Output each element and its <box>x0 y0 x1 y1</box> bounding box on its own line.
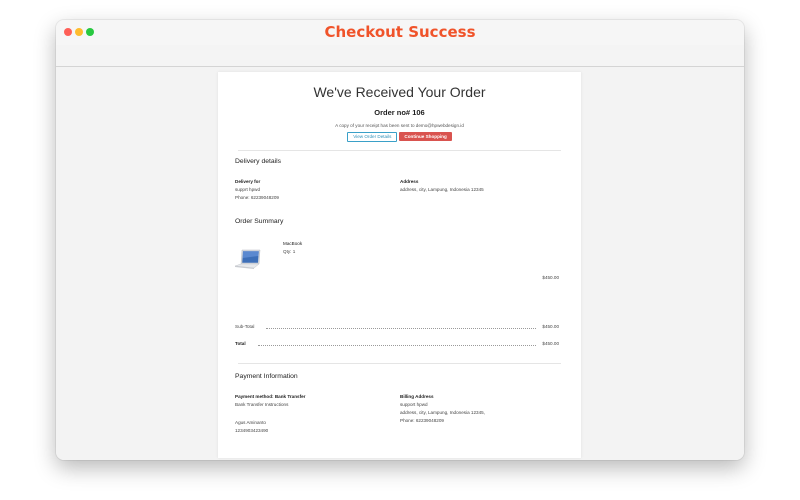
total-value: $450.00 <box>542 341 559 346</box>
receipt-message: A copy of your receipt has been sent to demo@hpwebdesign.id <box>335 123 464 128</box>
subtotal-value: $450.00 <box>542 324 559 329</box>
account-name: Agus Aminanto <box>235 420 266 425</box>
window-title: Checkout Success <box>324 23 476 41</box>
order-number: Order no# 106 <box>374 108 425 117</box>
subtotal-label: Sub-Total <box>235 324 255 329</box>
delivery-address: address, city, Lampung, Indonesia 12345 <box>400 187 484 192</box>
billing-address: address, city, Lampung, Indonesia 12345, <box>400 410 485 415</box>
browser-window <box>56 20 744 460</box>
product-image <box>235 249 261 271</box>
laptop-icon <box>235 249 261 271</box>
product-qty: Qty: 1 <box>283 249 296 254</box>
total-leader <box>258 345 536 346</box>
subtotal-leader <box>266 328 536 329</box>
delivery-for-label: Delivery for <box>235 179 261 184</box>
billing-name: support hpwd <box>400 402 428 407</box>
delivery-phone: Phone: 62239048209 <box>235 195 279 200</box>
order-summary-title: Order Summary <box>235 218 284 225</box>
continue-shopping-button[interactable]: Continue Shopping <box>399 132 451 141</box>
page-title: We've Received Your Order <box>313 84 486 100</box>
address-label: Address <box>400 179 419 184</box>
payment-section-title: Payment Information <box>235 373 298 380</box>
product-name[interactable]: MacBook <box>283 241 303 246</box>
divider <box>238 363 561 364</box>
action-buttons <box>218 132 581 142</box>
total-label: Total <box>235 341 246 346</box>
toolbar <box>56 45 744 67</box>
divider <box>238 150 561 151</box>
billing-phone: Phone: 62239048209 <box>400 418 444 423</box>
order-success-card <box>218 72 581 458</box>
product-price: $450.00 <box>542 275 559 280</box>
page-content <box>56 67 744 460</box>
payment-method-label: Payment method: Bank Transfer <box>235 394 306 399</box>
billing-address-label: Billing Address <box>400 394 434 399</box>
account-number: 1234903423490 <box>235 428 269 433</box>
title-bar <box>56 20 744 46</box>
delivery-section-title: Delivery details <box>235 158 282 165</box>
bank-transfer-instructions: Bank Transfer Instructions <box>235 402 289 407</box>
view-order-details-button[interactable]: View Order Details <box>347 132 397 142</box>
delivery-name: supprt hpwd <box>235 187 261 192</box>
